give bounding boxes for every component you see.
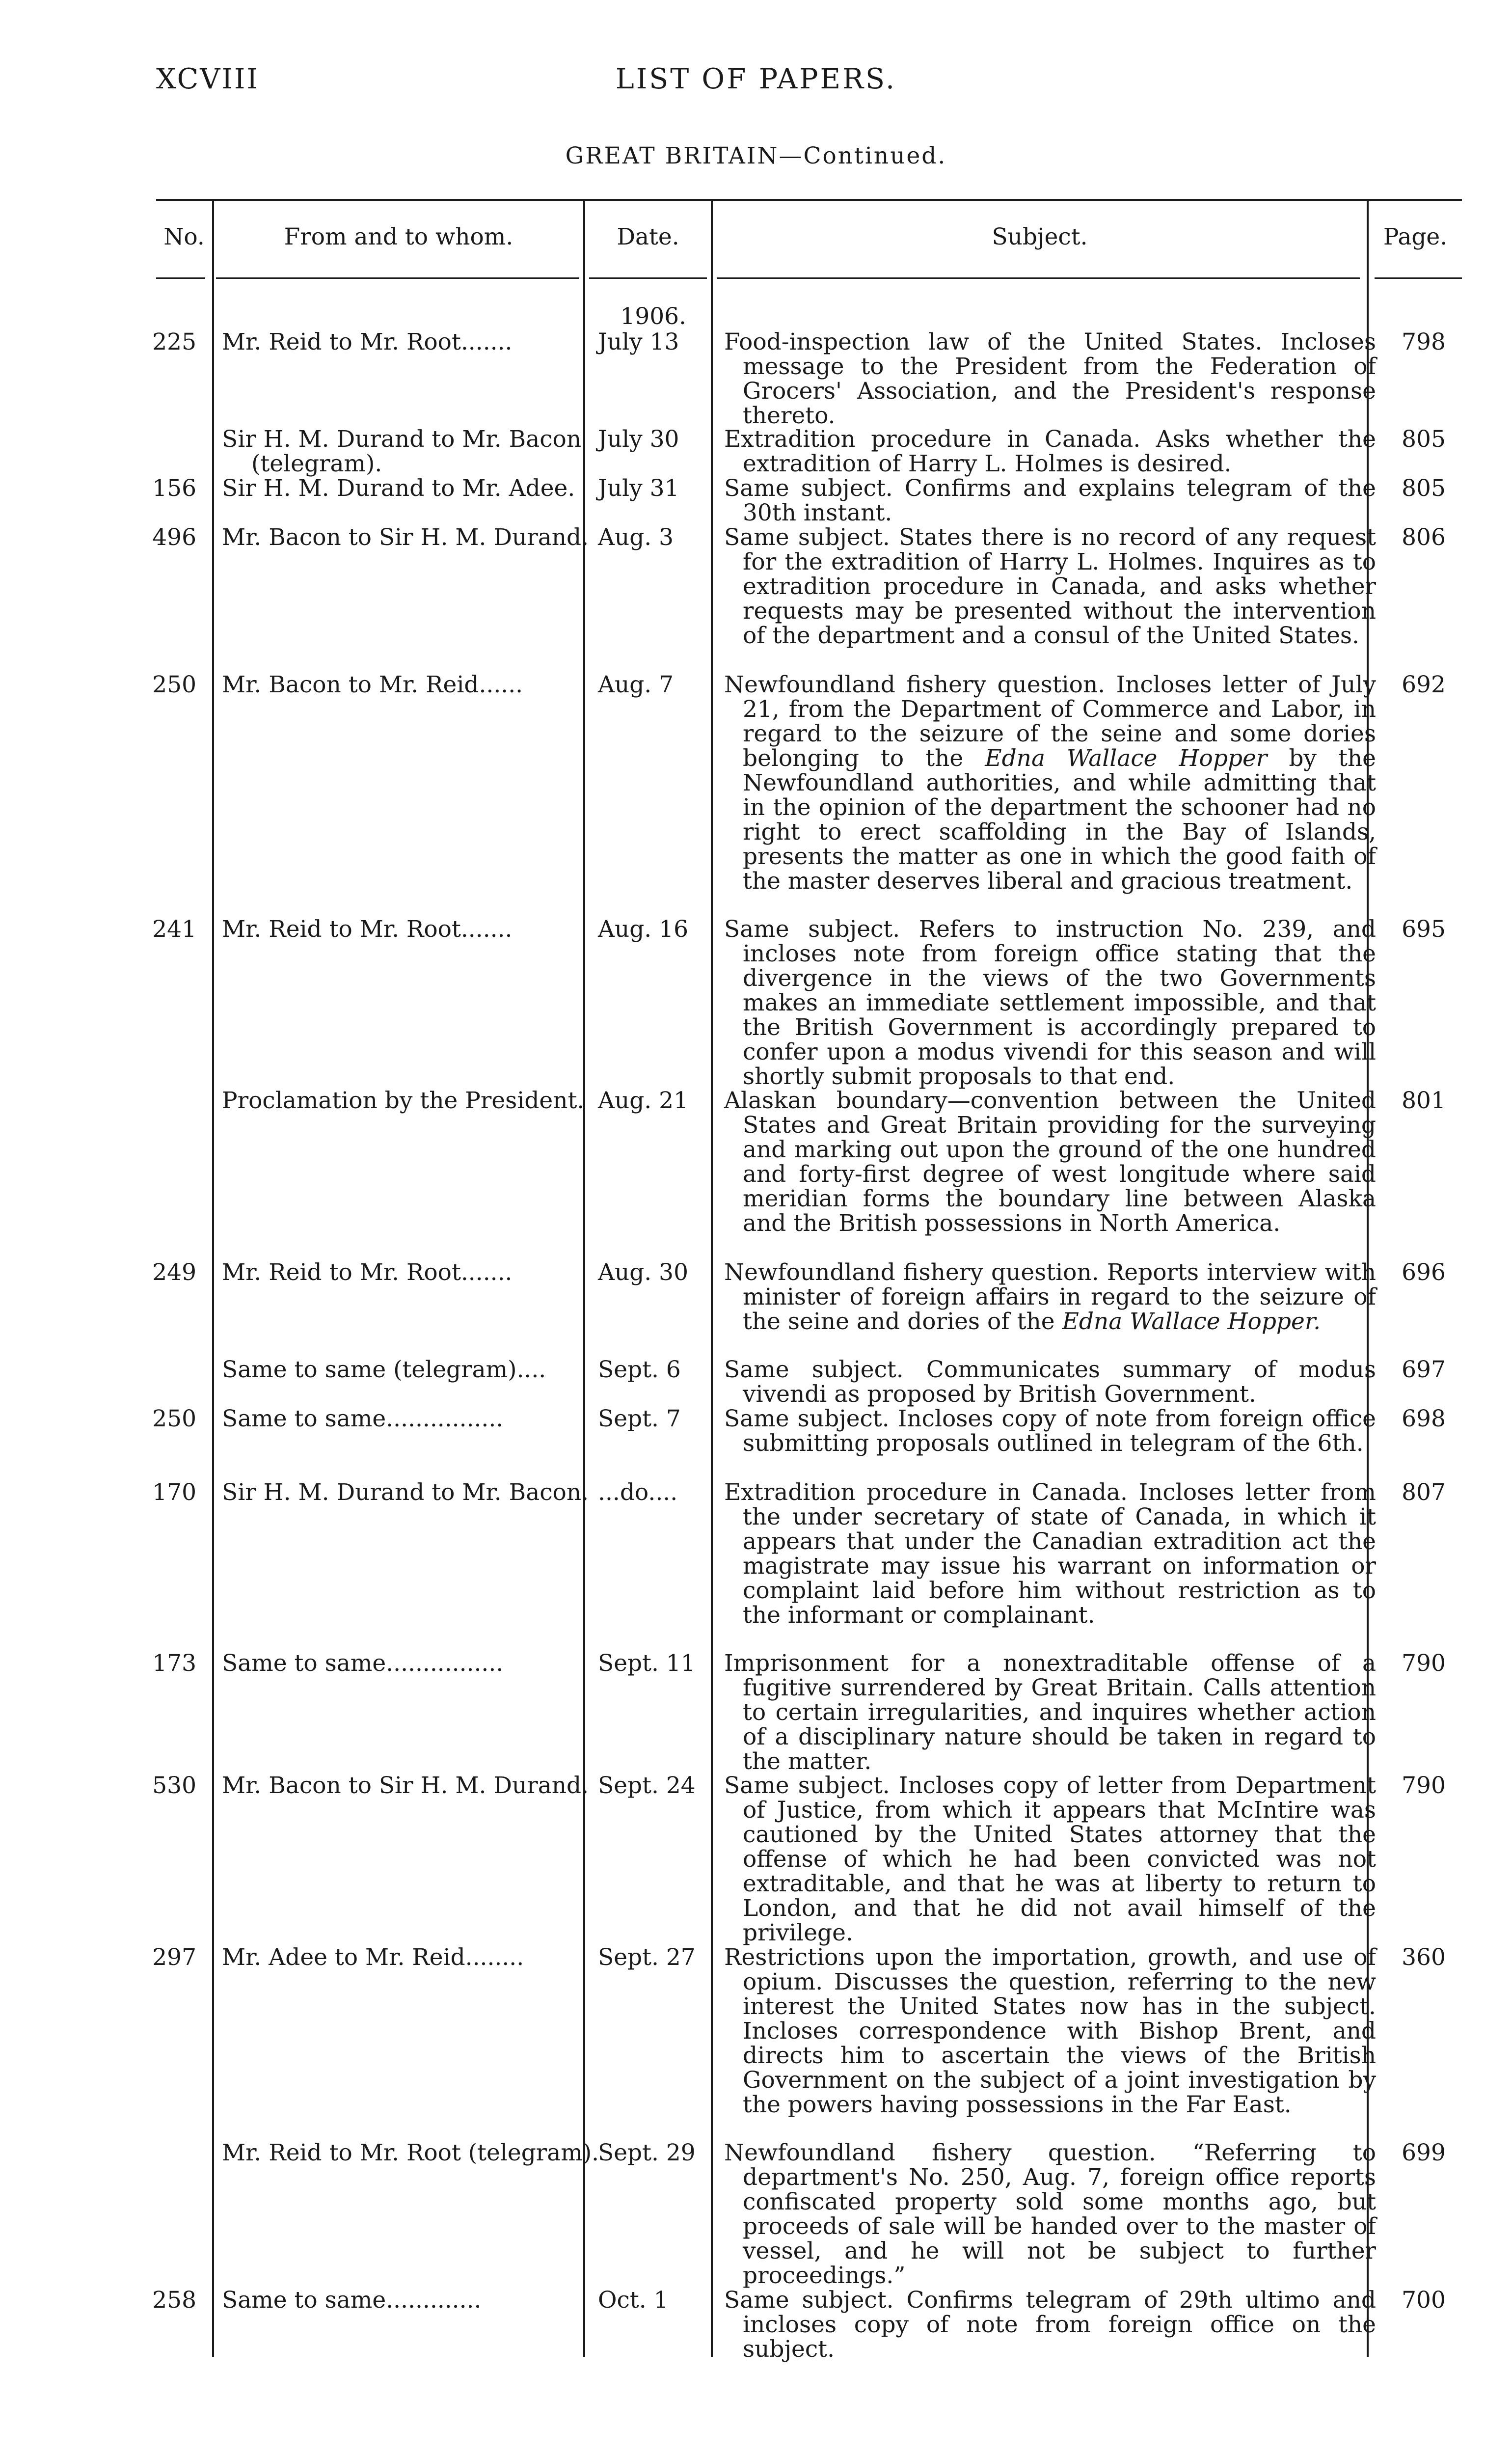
year-label: 1906. xyxy=(620,303,686,330)
row-date: Sept. 7 xyxy=(598,1405,681,1432)
row-number: 250 xyxy=(152,1405,196,1432)
row-subject: Same subject. Communicates summary of modus vivendi as proposed by British Government. xyxy=(724,1356,1376,1408)
row-subject: Extradition procedure in Canada. Incloses letter from the under secretary of state of Canada, in which it appears that under the Canadian extradition act the magistrate may issue his warrant on information or complaint laid before him without restriction as to the informant or complainant. xyxy=(724,1479,1376,1629)
row-subject: Newfoundland fishery question. “Referring to department's No. 250, Aug. 7, foreign office reports confiscated property sold some months ago, but proceeds of sale will be handed over to the master of vessel, and he will not be subject to further proceedings.” xyxy=(724,2139,1376,2289)
row-date: July 13 xyxy=(598,328,679,355)
row-from: Proclamation by the President. xyxy=(222,1087,585,1114)
row-page: 700 xyxy=(1402,2287,1446,2314)
row-subject: Same subject. Confirms telegram of 29th ultimo and incloses copy of note from foreign office on the subject. xyxy=(724,2287,1376,2363)
row-from: Mr. Reid to Mr. Root....... xyxy=(222,916,513,943)
row-date: Sept. 11 xyxy=(598,1650,696,1677)
row-subject: Extradition procedure in Canada. Asks whether the extradition of Harry L. Holmes is desired. xyxy=(724,426,1376,477)
row-page: 790 xyxy=(1402,1650,1446,1677)
row-subject: Food-inspection law of the United States. Incloses message to the President from the Federation of Grocers' Association, and the President's response thereto. xyxy=(724,328,1376,429)
header-bottom-rule-5 xyxy=(1375,277,1462,279)
row-date: Aug. 7 xyxy=(598,671,674,698)
row-page: 807 xyxy=(1402,1479,1446,1506)
page-title: LIST OF PAPERS. xyxy=(615,63,897,95)
row-from: Mr. Reid to Mr. Root....... xyxy=(222,1259,513,1286)
row-number: 173 xyxy=(152,1650,196,1677)
row-subject: Same subject. Incloses copy of letter from Department of Justice, from which it appears that McIntire was cautioned by the United States attorney that the offense of which he had been convicted was not extraditable, and that he was at liberty to return to London, and that he did not avail himself of the privilege. xyxy=(724,1772,1376,1946)
header-bottom-rule-1 xyxy=(156,277,205,279)
row-subject xyxy=(724,673,1376,894)
row-number: 530 xyxy=(152,1772,196,1799)
row-from: Same to same (telegram).... xyxy=(222,1356,546,1383)
row-page: 805 xyxy=(1402,426,1446,453)
column-header-subject: Subject. xyxy=(992,223,1088,250)
row-from: Sir H. M. Durand to Mr. Bacon (telegram). xyxy=(222,426,582,477)
row-subject: Same subject. Confirms and explains telegram of the 30th instant. xyxy=(724,475,1376,526)
row-page: 798 xyxy=(1402,328,1446,355)
row-subject: Same subject. Refers to instruction No. 239, and incloses note from foreign office stating that the divergence in the views of the two Governments makes an immediate settlement impossible, and that the British Government is accordingly prepared to confer upon a modus vivendi for this season and will shortly submit proposals to that end. xyxy=(724,916,1376,1090)
row-page: 790 xyxy=(1402,1772,1446,1799)
row-subject: Alaskan boundary—convention between the United States and Great Britain providing for the surveying and marking out upon the ground of the one hundred and forty-first degree of west longitude where said meridian forms the boundary line between Alaska and the British possessions in North America. xyxy=(724,1087,1376,1237)
row-page: 801 xyxy=(1402,1087,1446,1114)
row-page: 692 xyxy=(1402,671,1446,698)
row-date: Oct. 1 xyxy=(598,2287,669,2314)
row-from: Mr. Bacon to Mr. Reid...... xyxy=(222,671,523,698)
column-header-no: No. xyxy=(163,223,205,250)
row-date: Aug. 16 xyxy=(598,916,688,943)
row-number: 241 xyxy=(152,916,196,943)
row-from: Sir H. M. Durand to Mr. Adee. xyxy=(222,475,575,502)
row-date: Aug. 30 xyxy=(598,1259,688,1286)
row-page: 805 xyxy=(1402,475,1446,502)
row-page: 360 xyxy=(1402,1944,1446,1971)
row-subject xyxy=(724,1260,1376,1334)
column-header-date: Date. xyxy=(617,223,679,250)
row-from: Mr. Bacon to Sir H. M. Durand. xyxy=(222,1772,589,1799)
row-page: 699 xyxy=(1402,2139,1446,2166)
row-page: 696 xyxy=(1402,1259,1446,1286)
vessel-name: Edna Wallace Hopper. xyxy=(1062,1308,1321,1335)
column-divider-1 xyxy=(212,199,214,2357)
table-top-rule xyxy=(156,199,1462,201)
row-page: 697 xyxy=(1402,1356,1446,1383)
row-subject: Same subject. States there is no record of any request for the extradition of Harry L. Holmes. Inquires as to extradition procedure in Canada, and asks whether requests may be presented without the intervention of the department and a consul of the United States. xyxy=(724,524,1376,649)
row-number: 496 xyxy=(152,524,196,551)
row-number: 297 xyxy=(152,1944,196,1971)
header-bottom-rule-4 xyxy=(717,277,1360,279)
section-subtitle: GREAT BRITAIN—Continued. xyxy=(565,142,947,169)
row-date: Aug. 3 xyxy=(598,524,674,551)
header-bottom-rule-2 xyxy=(216,277,579,279)
row-subject: Imprisonment for a nonextraditable offense of a fugitive surrendered by Great Britain. Calls attention to certain irregularities, and inquires whether action of a disciplinary nature should be taken in regard to the matter. xyxy=(724,1650,1376,1775)
row-date: Sept. 29 xyxy=(598,2139,696,2166)
row-from: Mr. Reid to Mr. Root....... xyxy=(222,328,513,355)
row-page: 806 xyxy=(1402,524,1446,551)
row-date: Aug. 21 xyxy=(598,1087,688,1114)
column-header-page: Page. xyxy=(1383,223,1448,250)
row-from: Mr. Bacon to Sir H. M. Durand. xyxy=(222,524,589,551)
row-number: 156 xyxy=(152,475,196,502)
row-date: Sept. 27 xyxy=(598,1944,696,1971)
row-date: July 31 xyxy=(598,475,679,502)
row-date: Sept. 6 xyxy=(598,1356,681,1383)
column-header-from: From and to whom. xyxy=(284,223,513,250)
row-from: Same to same................ xyxy=(222,1650,504,1677)
row-page: 695 xyxy=(1402,916,1446,943)
row-number: 250 xyxy=(152,671,196,698)
row-date: Sept. 24 xyxy=(598,1772,696,1799)
row-page: 698 xyxy=(1402,1405,1446,1432)
row-from: Mr. Reid to Mr. Root (telegram). xyxy=(222,2139,599,2166)
row-number: 170 xyxy=(152,1479,196,1506)
subject-text: Newfoundland fishery question. Reports interview with minister of foreign affairs in regard to the seizure of the seine and dories of the xyxy=(724,1259,1376,1335)
page-number-roman: XCVIII xyxy=(156,63,259,95)
row-number: 258 xyxy=(152,2287,196,2314)
row-subject: Same subject. Incloses copy of note from foreign office submitting proposals outlined in telegram of the 6th. xyxy=(724,1405,1376,1457)
row-subject: Restrictions upon the importation, growth, and use of opium. Discusses the question, referring to the new interest the United States now has in the subject. Incloses correspondence with Bishop Brent, and directs him to ascertain the views of the British Government on the subject of a joint investigation by the powers having possessions in the Far East. xyxy=(724,1944,1376,2118)
row-number: 225 xyxy=(152,328,196,355)
row-from: Sir H. M. Durand to Mr. Bacon. xyxy=(222,1479,589,1506)
subject-text: by the Newfoundland authorities, and while admitting that in the opinion of the department the schooner had no right to erect scaffolding in the Bay of Islands, presents the matter as one in which the good faith of the master deserves liberal and gracious treatment. xyxy=(743,745,1376,895)
vessel-name: Edna Wallace Hopper xyxy=(985,745,1268,772)
column-divider-3 xyxy=(711,199,713,2357)
row-from: Same to same............. xyxy=(222,2287,482,2314)
subject-text: Newfoundland fishery question. Incloses letter of July 21, from the Department of Commerce and Labor, in regard to the seizure of the seine and some dories belonging to the xyxy=(724,671,1376,772)
header-bottom-rule-3 xyxy=(589,277,707,279)
row-from: Mr. Adee to Mr. Reid........ xyxy=(222,1944,524,1971)
row-from: Same to same................ xyxy=(222,1405,504,1432)
row-date: ...do.... xyxy=(598,1479,678,1506)
row-number: 249 xyxy=(152,1259,196,1286)
row-date: July 30 xyxy=(598,426,679,453)
